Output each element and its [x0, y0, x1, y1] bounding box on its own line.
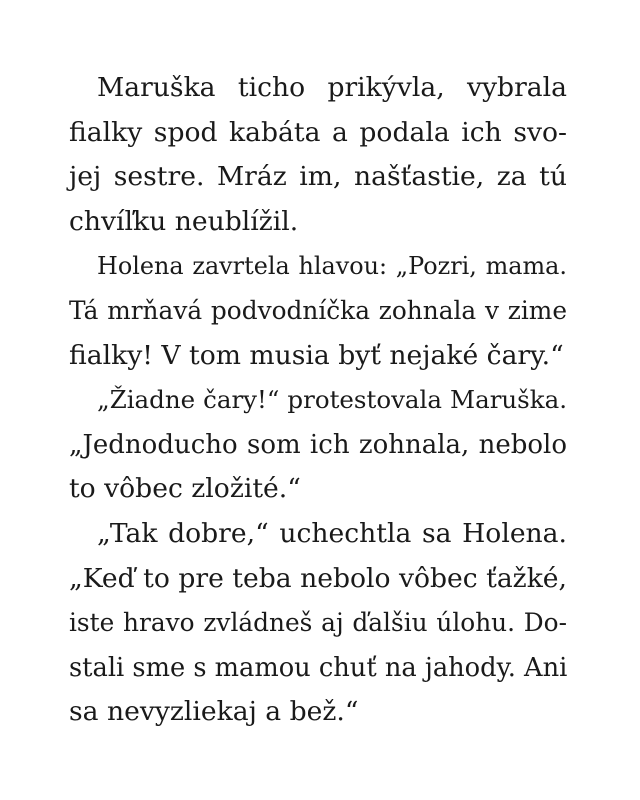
paragraph — [69, 244, 567, 378]
text-line: Maruška ticho prikývla, vybrala — [97, 72, 567, 103]
paragraph — [69, 512, 567, 735]
text-line: Tá mrňavá podvodníčka zohnala v zime — [69, 295, 567, 325]
text-line: „Jednoducho som ich zohnala, nebolo — [69, 429, 567, 460]
text-line: chvíľku neublížil. — [69, 205, 299, 237]
text-line: sa nevyzliekaj a bež.“ — [69, 696, 359, 728]
paragraph — [69, 378, 567, 512]
text-line: Holena zavrtela hlavou: „Pozri, mama. — [97, 252, 567, 281]
text-line: iste hravo zvládneš aj ďalšiu úlohu. Do- — [69, 608, 567, 638]
text-line: fialky! V tom musia byť nejaké čary.“ — [69, 339, 564, 371]
text-line: to vôbec zložité.“ — [69, 473, 301, 505]
paragraph — [69, 66, 567, 244]
text-line: stali sme s mamou chuť na jahody. Ani — [69, 652, 568, 683]
text-line: jej sestre. Mráz im, našťastie, za tú — [69, 161, 567, 193]
text-line: „Tak dobre,“ uchechtla sa Holena. — [97, 517, 567, 549]
document-page — [69, 66, 567, 735]
text-line: fialky spod kabáta a podala ich svo- — [69, 116, 567, 148]
text-line: „Žiadne čary!“ protestovala Maruška. — [97, 385, 567, 415]
text-line: „Keď to pre teba nebolo vôbec ťažké, — [69, 562, 567, 594]
